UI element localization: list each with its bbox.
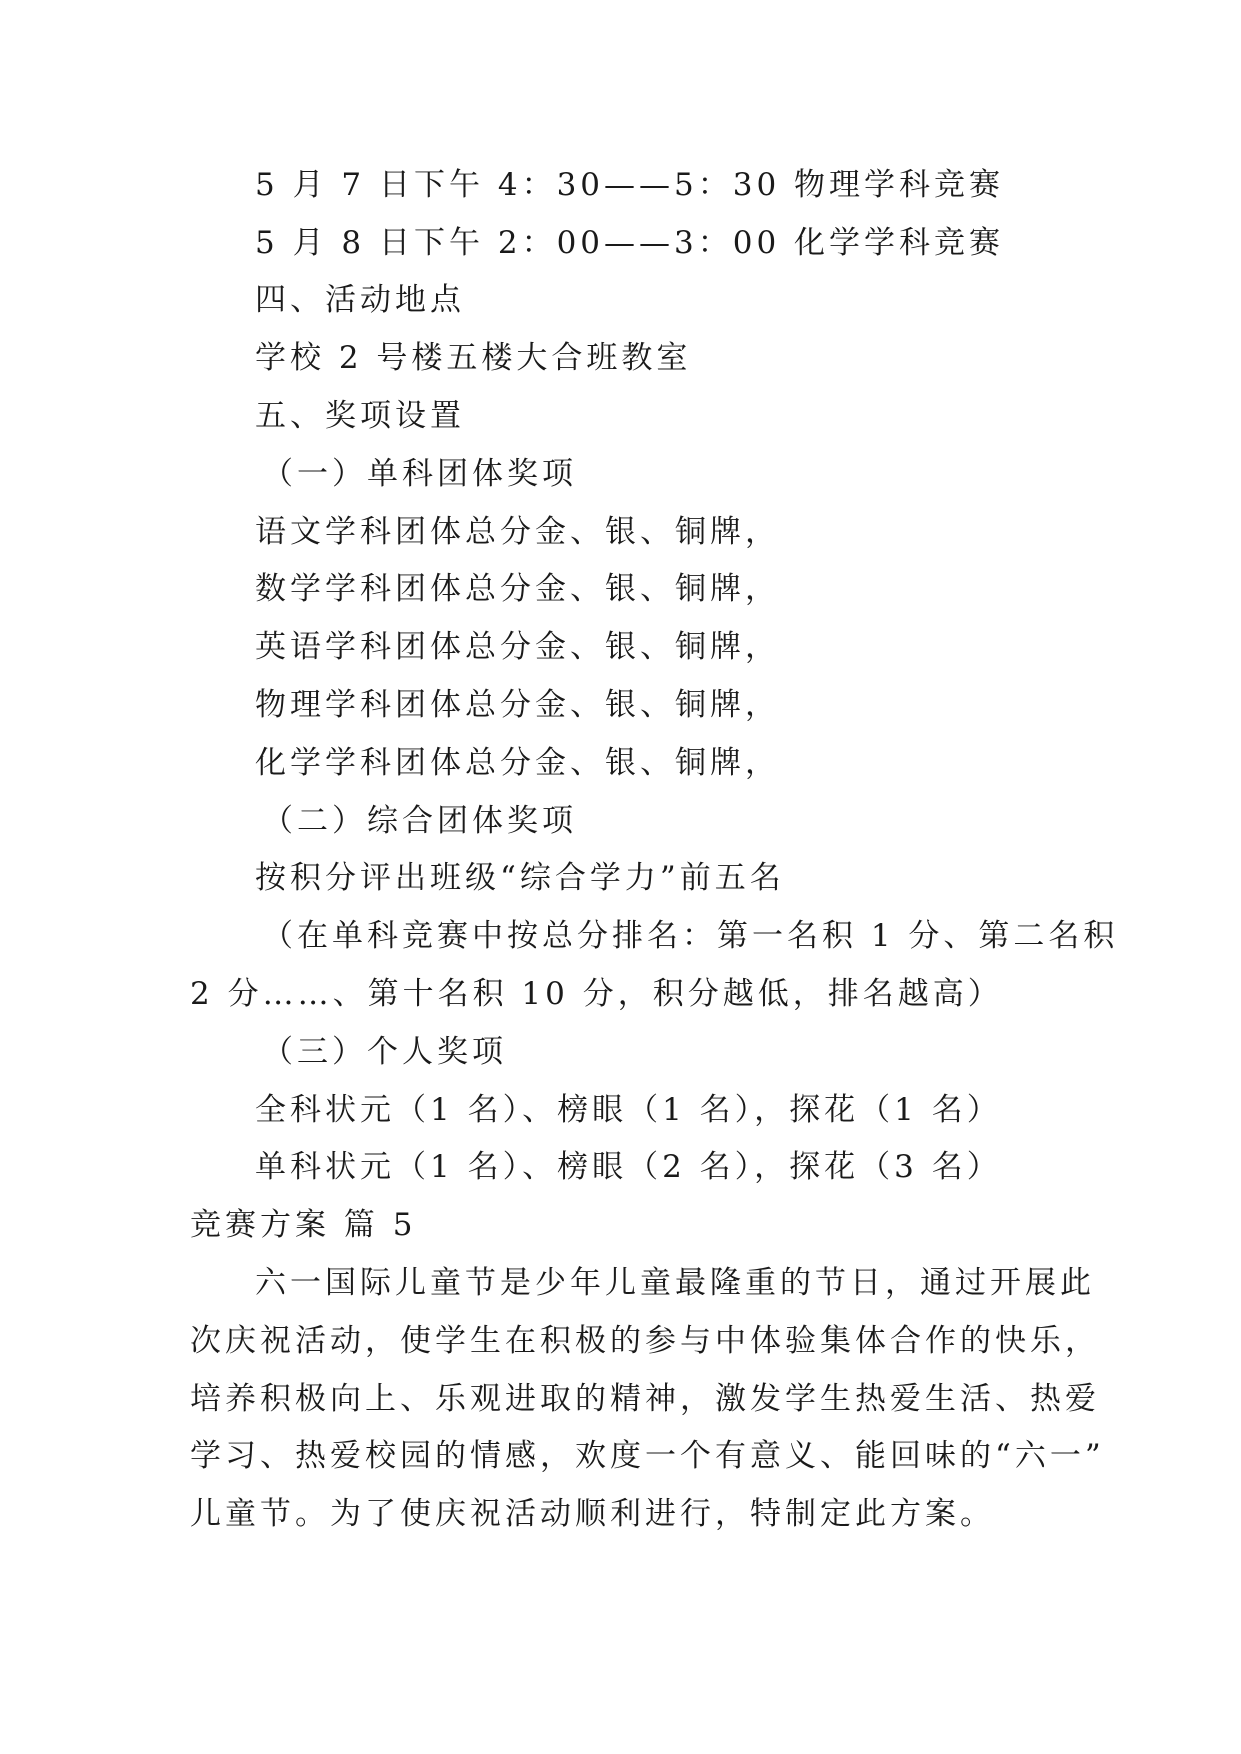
subheading-individual: （三）个人奖项 xyxy=(262,1034,507,1070)
paragraph-line-4: 学习、热爱校园的情感，欢度一个有意义、能回味的“六一” xyxy=(190,1438,1105,1474)
ranking-note-line-1: （在单科竞赛中按总分排名：第一名积 1 分、第二名积 xyxy=(262,918,1119,954)
individual-all-subjects: 全科状元（1 名）、榜眼（1 名），探花（1 名） xyxy=(255,1092,1002,1128)
subheading-single-subject-team: （一）单科团体奖项 xyxy=(262,456,577,492)
paragraph-line-2: 次庆祝活动，使学生在积极的参与中体验集体合作的快乐， xyxy=(190,1323,1100,1359)
individual-single-subject: 单科状元（1 名）、榜眼（2 名），探花（3 名） xyxy=(255,1149,1002,1185)
schedule-chemistry: 5 月 8 日下午 2：00——3：00 化学学科竞赛 xyxy=(255,225,1005,261)
comprehensive-ranking: 按积分评出班级“综合学力”前五名 xyxy=(255,860,785,896)
ranking-note-line-2: 2 分……、第十名积 10 分，积分越低，排名越高） xyxy=(190,976,1003,1012)
subheading-comprehensive-team: （二）综合团体奖项 xyxy=(262,803,577,839)
award-chinese: 语文学科团体总分金、银、铜牌， xyxy=(255,514,780,550)
paragraph-line-3: 培养积极向上、乐观进取的精神，激发学生热爱生活、热爱 xyxy=(190,1381,1100,1417)
article-title: 竞赛方案 篇 5 xyxy=(190,1207,417,1243)
award-math: 数学学科团体总分金、银、铜牌， xyxy=(255,571,780,607)
award-chemistry: 化学学科团体总分金、银、铜牌， xyxy=(255,745,780,781)
section-heading-awards: 五、奖项设置 xyxy=(255,398,465,434)
location-text: 学校 2 号楼五楼大合班教室 xyxy=(255,340,692,376)
schedule-physics: 5 月 7 日下午 4：30——5：30 物理学科竞赛 xyxy=(255,167,1005,203)
section-heading-location: 四、活动地点 xyxy=(255,282,465,318)
paragraph-line-1: 六一国际儿童节是少年儿童最隆重的节日，通过开展此 xyxy=(255,1265,1095,1301)
award-english: 英语学科团体总分金、银、铜牌， xyxy=(255,629,780,665)
paragraph-line-5: 儿童节。为了使庆祝活动顺利进行，特制定此方案。 xyxy=(190,1496,995,1532)
award-physics: 物理学科团体总分金、银、铜牌， xyxy=(255,687,780,723)
